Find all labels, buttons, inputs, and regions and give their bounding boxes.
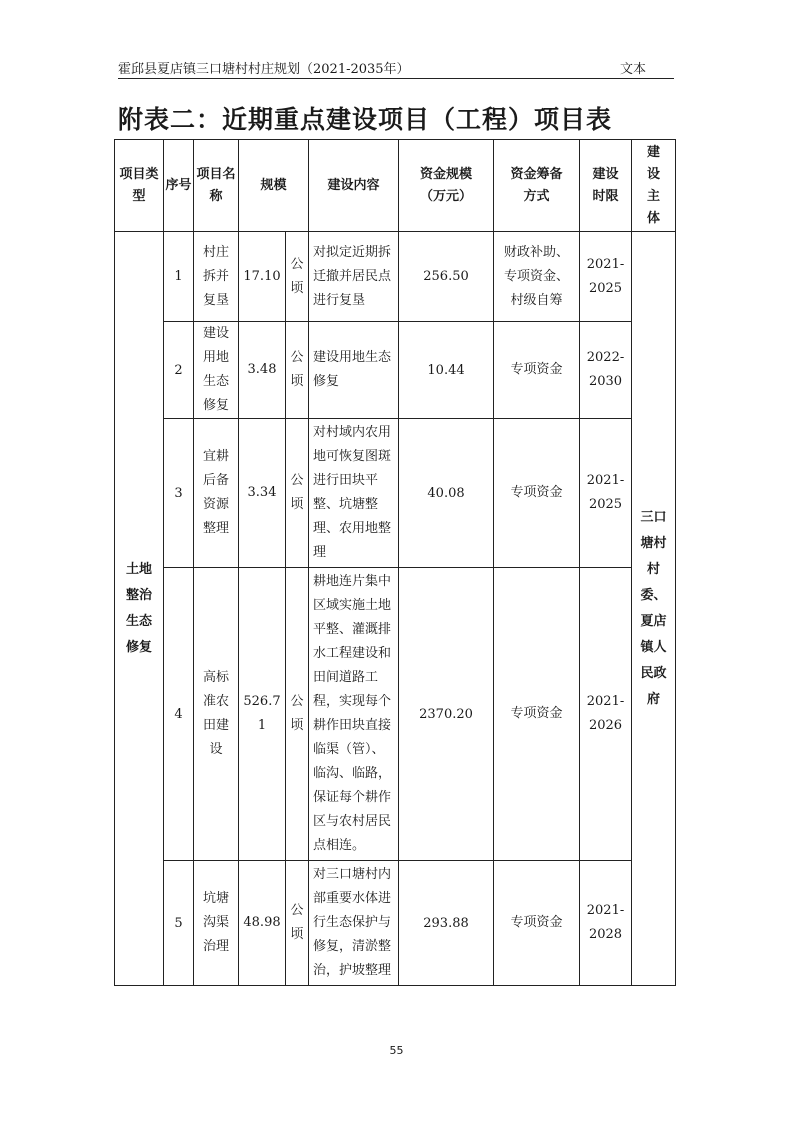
row-source: 财政补助、专项资金、村级自筹 [494,232,580,322]
col-header-owner: 建设主体 [632,140,676,232]
running-header [118,58,674,78]
header-rule [118,78,674,79]
table-header-row [115,140,676,232]
project-owner: 三口塘村村委、夏店镇人民政府 [632,232,676,986]
row-content: 对三口塘村内部重要水体进行生态保护与修复，清淤整治，护坡整理 [309,861,399,986]
row-name: 宜耕后备资源整理 [194,419,239,568]
row-unit: 公顷 [286,232,309,322]
row-name: 村庄拆并复垦 [194,232,239,322]
page-number: 55 [389,1044,404,1057]
row-source: 专项资金 [494,568,580,861]
row-seq: 5 [164,861,194,986]
row-fund: 40.08 [399,419,494,568]
col-header-content: 建设内容 [309,140,399,232]
row-content: 对村域内农用地可恢复图斑进行田块平整、坑塘整理、农用地整理 [309,419,399,568]
row-unit: 公顷 [286,322,309,419]
row-fund: 2370.20 [399,568,494,861]
col-header-scale: 规模 [239,140,309,232]
row-period: 2021-2025 [580,419,632,568]
row-seq: 4 [164,568,194,861]
row-source: 专项资金 [494,419,580,568]
col-header-type: 项目类型 [115,140,164,232]
row-seq: 2 [164,322,194,419]
row-name: 坑塘沟渠治理 [194,861,239,986]
row-scale: 3.34 [239,419,286,568]
row-unit: 公顷 [286,861,309,986]
row-scale: 17.10 [239,232,286,322]
row-seq: 3 [164,419,194,568]
row-scale: 3.48 [239,322,286,419]
row-content: 对拟定近期拆迁撤并居民点进行复垦 [309,232,399,322]
row-period: 2021-2026 [580,568,632,861]
table-row [115,861,676,986]
row-fund: 10.44 [399,322,494,419]
project-table [114,139,676,986]
row-name: 建设用地生态修复 [194,322,239,419]
row-scale: 48.98 [239,861,286,986]
row-period: 2021-2028 [580,861,632,986]
col-header-name: 项目名称 [194,140,239,232]
document-title: 霍邱县夏店镇三口塘村村庄规划（2021-2035年） [118,62,410,77]
row-fund: 293.88 [399,861,494,986]
row-source: 专项资金 [494,322,580,419]
row-unit: 公顷 [286,419,309,568]
table-row [115,568,676,861]
row-seq: 1 [164,232,194,322]
row-fund: 256.50 [399,232,494,322]
row-scale: 526.71 [239,568,286,861]
row-source: 专项资金 [494,861,580,986]
table-row [115,419,676,568]
row-content: 耕地连片集中区域实施土地平整、灌溉排水工程建设和田间道路工程，实现每个耕作田块直接临渠（管）、临沟、临路，保证每个耕作区与农村居民点相连。 [309,568,399,861]
col-header-source: 资金筹备方式 [494,140,580,232]
row-period: 2022-2030 [580,322,632,419]
project-category: 土地整治生态修复 [115,232,164,986]
table-row [115,322,676,419]
row-content: 建设用地生态修复 [309,322,399,419]
row-unit: 公顷 [286,568,309,861]
col-header-period: 建设时限 [580,140,632,232]
row-period: 2021-2025 [580,232,632,322]
document-type-label: 文本 [619,62,646,77]
page-title: 附表二：近期重点建设项目（工程）项目表 [118,105,613,134]
table-row [115,232,676,322]
col-header-fund: 资金规模（万元） [399,140,494,232]
col-header-seq: 序号 [164,140,194,232]
row-name: 高标准农田建设 [194,568,239,861]
